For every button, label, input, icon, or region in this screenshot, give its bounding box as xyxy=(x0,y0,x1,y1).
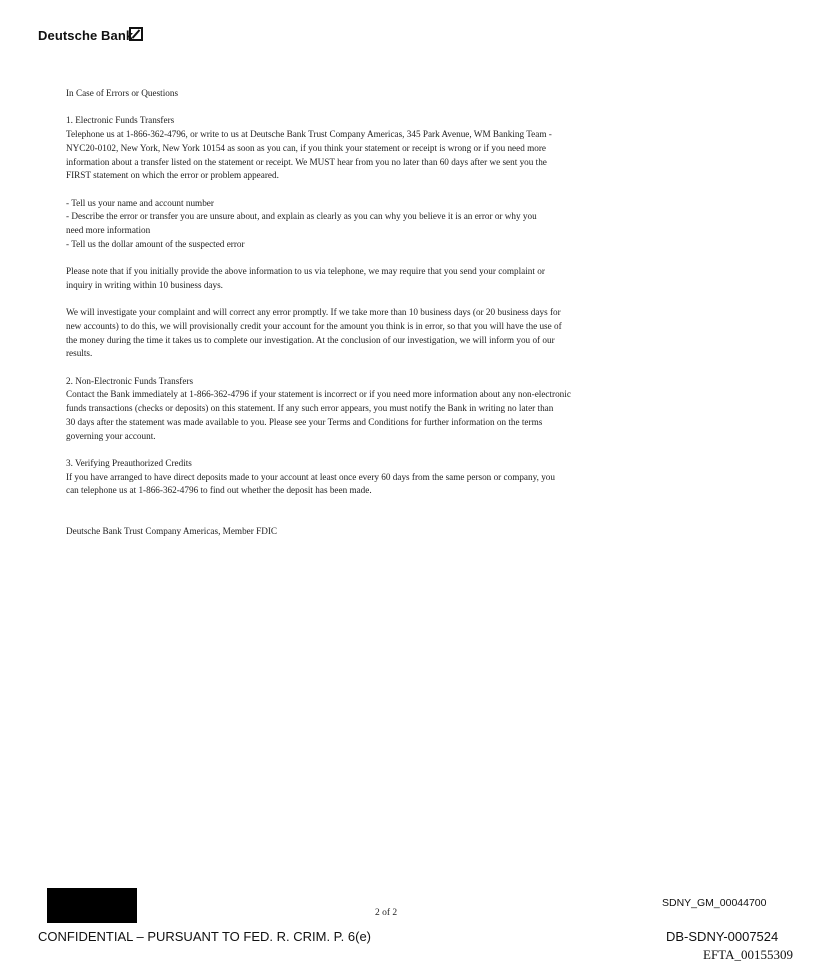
section-heading: 2. Non-Electronic Funds Transfers xyxy=(66,375,194,386)
brand-name: Deutsche Bank xyxy=(38,28,134,43)
list-item-continued: need more information xyxy=(66,225,151,235)
text-line: new accounts) to do this, we will provisionally credit your account for the amount you think is in error, so that you will have the use of xyxy=(66,320,562,331)
text-line: Contact the Bank immediately at 1-866-362-4796 if your statement is incorrect or if you need more information about any non-electronic xyxy=(66,389,571,400)
telephone-note-paragraph xyxy=(66,265,646,292)
text-line: Please note that if you initially provide the above information to us via telephone, we may require that you send your complaint or xyxy=(66,266,545,277)
list-item: - Describe the error or transfer you are unsure about, and explain as clearly as you can why you believe it is an error or why you xyxy=(66,211,537,222)
text-line: information about a transfer listed on the statement or receipt. We MUST hear from you no later than 60 days after we sent you the xyxy=(66,156,547,167)
text-line: NYC20-0102, New York, New York 10154 as soon as you can, if you think your statement or receipt is wrong or if you need more xyxy=(66,142,546,153)
statement-body xyxy=(66,87,646,552)
text-line: Telephone us at 1-866-362-4796, or write to us at Deutsche Bank Trust Company Americas, 345 Park Avenue, WM Banking Team - xyxy=(66,129,552,140)
slash-icon xyxy=(131,29,141,39)
instructions-list xyxy=(66,197,646,252)
text-line: If you have arranged to have direct deposits made to your account at least once every 60 days from the same person or company, you xyxy=(66,471,555,482)
list-item: - Tell us the dollar amount of the suspected error xyxy=(66,238,245,249)
section-heading: 3. Verifying Preauthorized Credits xyxy=(66,457,192,468)
confidential-notice: CONFIDENTIAL – PURSUANT TO FED. R. CRIM. P. 6(e) xyxy=(38,929,372,944)
text-line: FIRST statement on which the error or problem appeared. xyxy=(66,170,279,181)
deutsche-bank-logo-icon xyxy=(129,27,143,41)
section-non-electronic-transfers xyxy=(66,375,646,444)
redaction-box xyxy=(47,888,137,923)
page-number: 2 of 2 xyxy=(375,908,398,918)
efta-number: EFTA_00155309 xyxy=(703,947,793,962)
member-fdic-note xyxy=(66,525,646,539)
text-line: Deutsche Bank Trust Company Americas, Member FDIC xyxy=(66,526,278,536)
section-electronic-transfers xyxy=(66,114,646,183)
text-line: results. xyxy=(66,348,93,359)
text-line: governing your account. xyxy=(66,430,156,441)
page-title xyxy=(66,87,646,101)
text-line: the money during the time it takes us to complete our investigation. At the conclusion of our investigation, we will inform you of our xyxy=(66,334,555,345)
bates-number-sdny: SDNY_GM_00044700 xyxy=(662,897,767,909)
investigation-paragraph xyxy=(66,306,646,361)
text-line: inquiry in writing within 10 business days. xyxy=(66,279,223,290)
text-line: can telephone us at 1-866-362-4796 to find out whether the deposit has been made. xyxy=(66,485,372,496)
text-line: We will investigate your complaint and will correct any error promptly. If we take more than 10 business days (or 20 business days for xyxy=(66,307,561,318)
section-preauthorized-credits xyxy=(66,457,646,498)
text-line: funds transactions (checks or deposits) on this statement. If any such error appears, you must notify the Bank in writing no later than xyxy=(66,403,554,414)
bates-number-db: DB-SDNY-0007524 xyxy=(666,929,779,944)
list-item: - Tell us your name and account number xyxy=(66,197,214,208)
section-heading: 1. Electronic Funds Transfers xyxy=(66,115,175,126)
title-line: In Case of Errors or Questions xyxy=(66,88,179,98)
text-line: 30 days after the statement was made available to you. Please see your Terms and Conditions for further information on the terms xyxy=(66,416,543,427)
